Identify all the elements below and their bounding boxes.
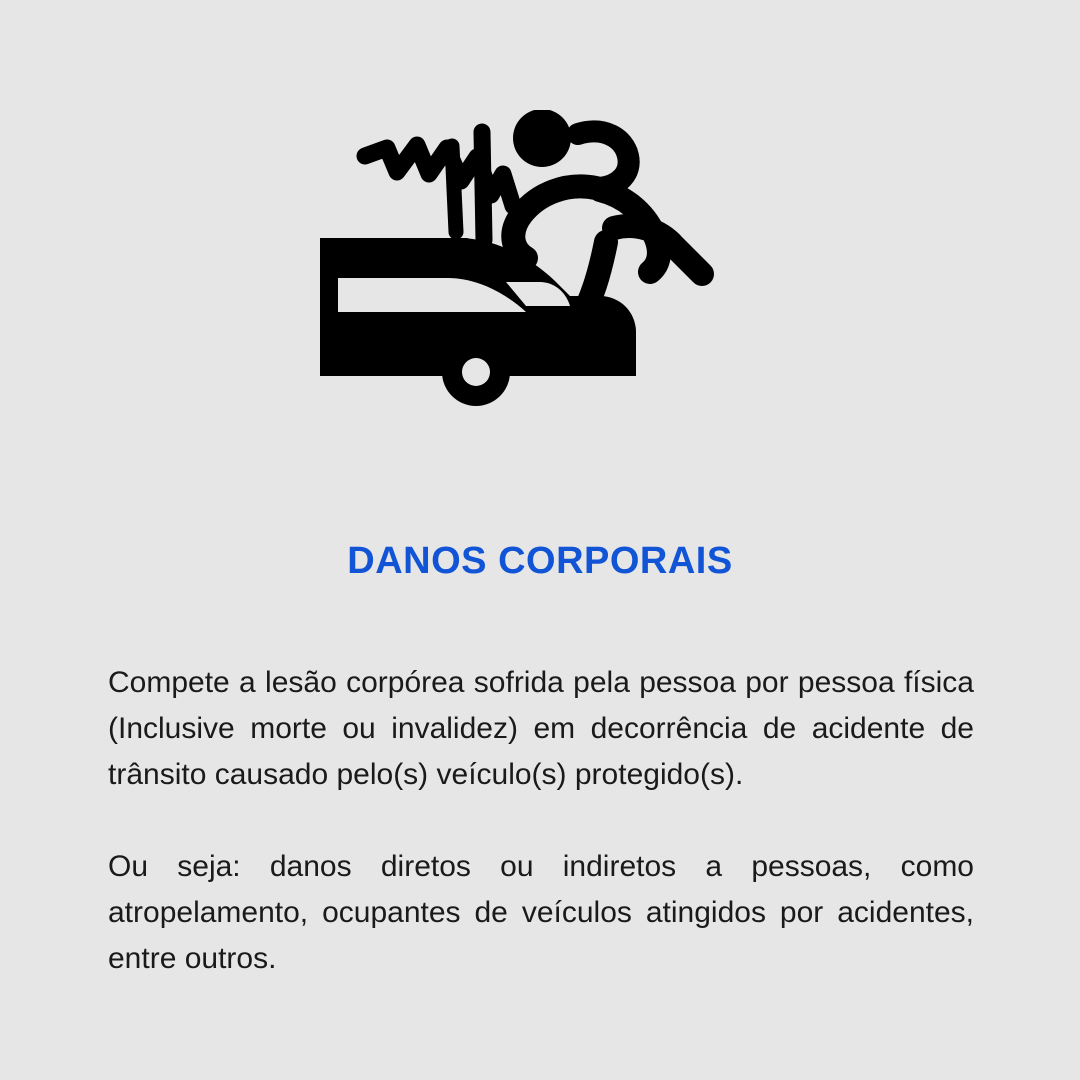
page-title: DANOS CORPORAIS	[347, 540, 733, 582]
illustration-container	[0, 95, 1080, 435]
description-paragraph-1: Compete a lesão corpórea sofrida pela pessoa por pessoa física (Inclusive morte ou invalidez) em decorrência de acidente de trânsito causado pelo(s) veículo(s) protegido(s).	[108, 666, 974, 791]
description-block	[108, 660, 974, 982]
description-paragraph-2: Ou seja: danos diretos ou indiretos a pessoas, como atropelamento, ocupantes de veículos atingidos por acidentes, entre outros.	[108, 850, 974, 975]
car-hitting-pedestrian-icon	[310, 110, 770, 420]
